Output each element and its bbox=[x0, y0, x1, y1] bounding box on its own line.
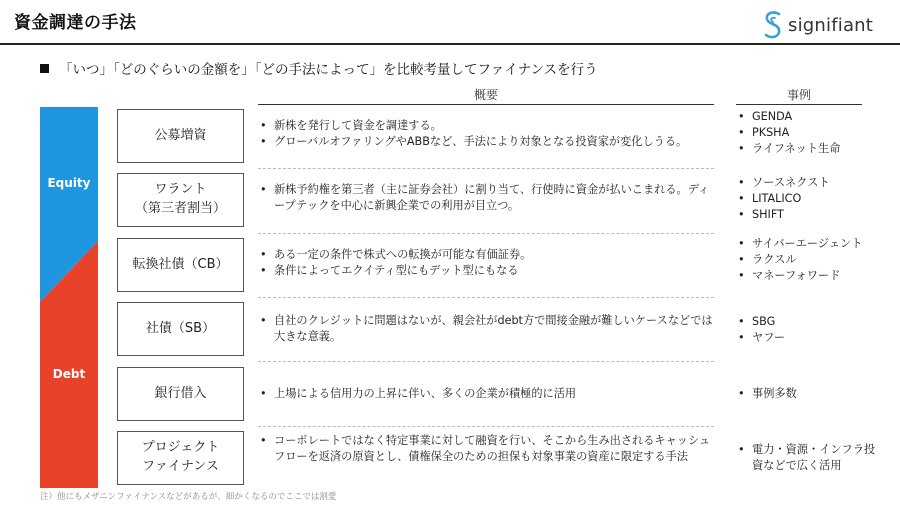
column-header-overview: 概要 bbox=[473, 88, 498, 102]
debt-label: Debt bbox=[52, 367, 86, 381]
column-rule-overview bbox=[258, 104, 714, 105]
row-divider bbox=[258, 168, 714, 169]
overview-convertible-bond bbox=[258, 247, 718, 279]
overview-item: • ある一定の条件で株式への転換が可能な有価証券。 bbox=[258, 247, 718, 263]
examples-warrant bbox=[736, 175, 896, 224]
example-item: • SBG bbox=[736, 314, 896, 330]
overview-item: • 自社のクレジットに問題はないが、親会社がdebt方で間接金融が難しいケースなどでは大きな意義。 bbox=[258, 313, 718, 345]
method-name: ワラント bbox=[154, 182, 207, 198]
overview-item: • 新株予約権を第三者（主に証券会社）に割り当て、行使時に資金が払いこまれる。ディープテックを中心に新興企業での利用が目立つ。 bbox=[258, 182, 718, 214]
overview-project-finance bbox=[258, 433, 718, 465]
method-name: 社債（SB） bbox=[145, 320, 216, 336]
example-item: • 事例多数 bbox=[736, 386, 896, 402]
examples-public-offering bbox=[736, 109, 896, 158]
footnote: 注）他にもメザニンファイナンスなどがあるが、細かくなるのでここでは割愛 bbox=[40, 492, 337, 502]
lead-text: 「いつ」「どのぐらいの金額を」「どの手法によって」を比較考量してファイナンスを行う bbox=[59, 62, 598, 78]
method-name: プロジェクト bbox=[141, 440, 220, 456]
overview-item: • 新株を発行して資金を調達する。 bbox=[258, 118, 718, 134]
overview-bank-loan bbox=[258, 386, 718, 402]
example-item: • LITALICO bbox=[736, 191, 896, 207]
overview-item: • 上場による信用力の上昇に伴い、多くの企業が積極的に活用 bbox=[258, 386, 718, 402]
overview-straight-bond bbox=[258, 313, 718, 345]
example-item: • ライフネット生命 bbox=[736, 141, 896, 157]
example-item: • GENDA bbox=[736, 109, 896, 125]
lead-statement bbox=[40, 58, 598, 78]
row-divider bbox=[258, 361, 714, 362]
overview-public-offering bbox=[258, 118, 718, 150]
method-name: ファイナンス bbox=[142, 459, 219, 474]
equity-label: Equity bbox=[47, 176, 91, 190]
method-box-public-offering bbox=[117, 109, 244, 163]
method-name: 銀行借入 bbox=[154, 385, 207, 401]
example-item: • サイバーエージェント bbox=[736, 236, 896, 252]
company-logo bbox=[762, 10, 873, 40]
examples-project-finance bbox=[736, 442, 876, 474]
title-divider bbox=[0, 43, 900, 45]
row-divider bbox=[258, 297, 714, 298]
method-name: 転換社債（CB） bbox=[132, 256, 229, 272]
overview-item: • 条件によってエクイティ型にもデット型にもなる bbox=[258, 263, 718, 279]
row-divider bbox=[258, 233, 714, 234]
overview-item: • コーポレートではなく特定事業に対して融資を行い、そこから生み出されるキャッシュフローを返済の原資とし、債権保全のための担保も対象事業の資産に限定する手法 bbox=[258, 433, 718, 465]
page-title: 資金調達の手法 bbox=[14, 13, 137, 33]
square-bullet-icon bbox=[40, 64, 49, 73]
overview-item: • グローバルオファリングやABBなど、手法により対象となる投資家が変化しうる。 bbox=[258, 134, 718, 150]
method-box-convertible-bond bbox=[117, 238, 244, 292]
examples-convertible-bond bbox=[736, 236, 896, 285]
method-name: （第三者割当） bbox=[134, 201, 226, 216]
examples-straight-bond bbox=[736, 314, 896, 346]
method-box-project-finance bbox=[117, 431, 244, 485]
example-item: • マネーフォワード bbox=[736, 268, 896, 284]
equity-debt-bar bbox=[40, 107, 98, 488]
method-box-bank-loan bbox=[117, 367, 244, 421]
row-divider bbox=[258, 426, 714, 427]
example-item: • ソースネクスト bbox=[736, 175, 896, 191]
example-item: • PKSHA bbox=[736, 125, 896, 141]
logo-text: signifiant bbox=[788, 14, 874, 36]
method-box-straight-bond bbox=[117, 302, 244, 356]
column-header-examples: 事例 bbox=[786, 88, 811, 102]
example-item: • ラクスル bbox=[736, 252, 896, 268]
column-rule-examples bbox=[736, 104, 862, 105]
example-item: • 電力・資源・インフラ投資などで広く活用 bbox=[736, 442, 876, 474]
method-box-warrant bbox=[117, 173, 244, 227]
example-item: • ヤフー bbox=[736, 330, 896, 346]
overview-warrant bbox=[258, 182, 718, 214]
signifiant-logo-icon bbox=[762, 10, 784, 40]
method-name: 公募増資 bbox=[154, 127, 207, 143]
examples-bank-loan bbox=[736, 386, 896, 402]
example-item: • SHIFT bbox=[736, 207, 896, 223]
